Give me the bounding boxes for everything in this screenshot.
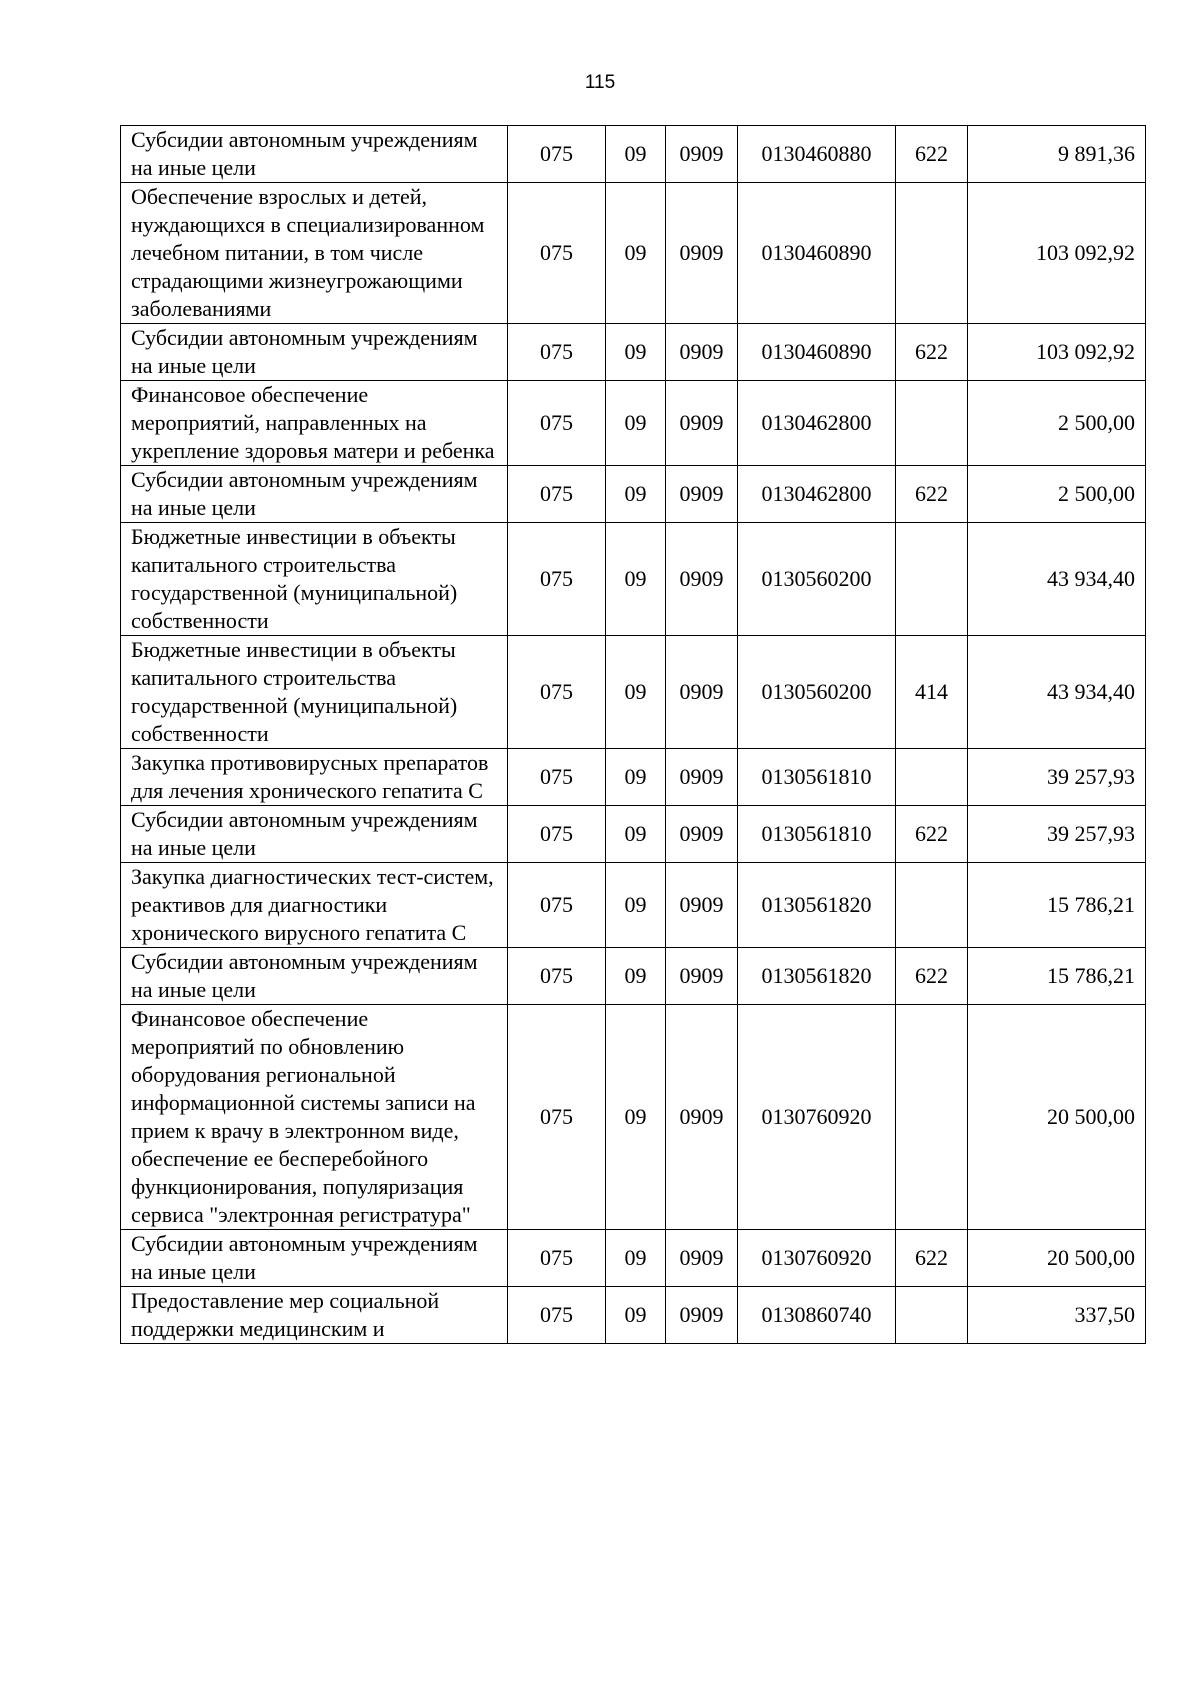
grbs-code-cell: 075 (508, 749, 606, 806)
grbs-code-cell: 075 (508, 126, 606, 183)
table-row (121, 126, 1146, 183)
section-code-cell: 09 (606, 324, 666, 381)
table-body (121, 126, 1146, 1344)
amount-cell: 103 092,92 (968, 183, 1146, 324)
table-row (121, 466, 1146, 523)
subsection-code-cell: 0909 (666, 1230, 738, 1287)
expense-type-code-cell (896, 863, 968, 948)
budget-table (120, 125, 1146, 1344)
amount-cell: 15 786,21 (968, 948, 1146, 1005)
table-row (121, 749, 1146, 806)
table-row (121, 381, 1146, 466)
target-article-code-cell: 0130561820 (738, 863, 896, 948)
amount-cell: 43 934,40 (968, 523, 1146, 636)
expense-name-cell: Субсидии автономным учреждениям на иные цели (121, 948, 508, 1005)
subsection-code-cell: 0909 (666, 466, 738, 523)
target-article-code-cell: 0130760920 (738, 1005, 896, 1230)
section-code-cell: 09 (606, 466, 666, 523)
expense-type-code-cell: 622 (896, 948, 968, 1005)
grbs-code-cell: 075 (508, 806, 606, 863)
amount-cell: 39 257,93 (968, 749, 1146, 806)
subsection-code-cell: 0909 (666, 1005, 738, 1230)
grbs-code-cell: 075 (508, 1287, 606, 1344)
section-code-cell: 09 (606, 126, 666, 183)
target-article-code-cell: 0130462800 (738, 381, 896, 466)
grbs-code-cell: 075 (508, 183, 606, 324)
expense-type-code-cell (896, 1287, 968, 1344)
expense-name-cell: Бюджетные инвестиции в объекты капитального строительства государственной (муниципальной) собственности (121, 636, 508, 749)
amount-cell: 2 500,00 (968, 466, 1146, 523)
section-code-cell: 09 (606, 749, 666, 806)
table-row (121, 324, 1146, 381)
table-row (121, 1230, 1146, 1287)
target-article-code-cell: 0130560200 (738, 636, 896, 749)
expense-name-cell: Субсидии автономным учреждениям на иные цели (121, 806, 508, 863)
section-code-cell: 09 (606, 863, 666, 948)
section-code-cell: 09 (606, 523, 666, 636)
subsection-code-cell: 0909 (666, 126, 738, 183)
expense-name-cell: Закупка диагностических тест-систем, реактивов для диагностики хронического вирусного гепатита С (121, 863, 508, 948)
amount-cell: 39 257,93 (968, 806, 1146, 863)
section-code-cell: 09 (606, 806, 666, 863)
grbs-code-cell: 075 (508, 381, 606, 466)
section-code-cell: 09 (606, 1005, 666, 1230)
grbs-code-cell: 075 (508, 948, 606, 1005)
amount-cell: 9 891,36 (968, 126, 1146, 183)
subsection-code-cell: 0909 (666, 863, 738, 948)
subsection-code-cell: 0909 (666, 636, 738, 749)
grbs-code-cell: 075 (508, 324, 606, 381)
expense-type-code-cell: 622 (896, 466, 968, 523)
grbs-code-cell: 075 (508, 466, 606, 523)
grbs-code-cell: 075 (508, 636, 606, 749)
expense-name-cell: Финансовое обеспечение мероприятий, направленных на укрепление здоровья матери и ребенка (121, 381, 508, 466)
target-article-code-cell: 0130560200 (738, 523, 896, 636)
section-code-cell: 09 (606, 1230, 666, 1287)
target-article-code-cell: 0130860740 (738, 1287, 896, 1344)
table-row (121, 806, 1146, 863)
expense-name-cell: Финансовое обеспечение мероприятий по обновлению оборудования региональной информационной системы записи на прием к врачу в электронном виде, обеспечение ее бесперебойного функционирования, популяризация сервиса "электронная регистратура" (121, 1005, 508, 1230)
expense-type-code-cell: 622 (896, 126, 968, 183)
expense-name-cell: Субсидии автономным учреждениям на иные цели (121, 126, 508, 183)
expense-name-cell: Обеспечение взрослых и детей, нуждающихся в специализированном лечебном питании, в том числе страдающими жизнеугрожающими заболеваниями (121, 183, 508, 324)
amount-cell: 103 092,92 (968, 324, 1146, 381)
subsection-code-cell: 0909 (666, 324, 738, 381)
expense-name-cell: Субсидии автономным учреждениям на иные цели (121, 324, 508, 381)
grbs-code-cell: 075 (508, 523, 606, 636)
grbs-code-cell: 075 (508, 863, 606, 948)
table-row (121, 1287, 1146, 1344)
expense-type-code-cell: 414 (896, 636, 968, 749)
target-article-code-cell: 0130561810 (738, 806, 896, 863)
table-row (121, 863, 1146, 948)
subsection-code-cell: 0909 (666, 948, 738, 1005)
amount-cell: 20 500,00 (968, 1230, 1146, 1287)
section-code-cell: 09 (606, 948, 666, 1005)
expense-type-code-cell (896, 523, 968, 636)
target-article-code-cell: 0130460880 (738, 126, 896, 183)
section-code-cell: 09 (606, 636, 666, 749)
expense-name-cell: Субсидии автономным учреждениям на иные цели (121, 1230, 508, 1287)
section-code-cell: 09 (606, 183, 666, 324)
table-row (121, 948, 1146, 1005)
table-row (121, 523, 1146, 636)
page-number: 115 (584, 72, 616, 93)
subsection-code-cell: 0909 (666, 523, 738, 636)
grbs-code-cell: 075 (508, 1230, 606, 1287)
target-article-code-cell: 0130561820 (738, 948, 896, 1005)
grbs-code-cell: 075 (508, 1005, 606, 1230)
subsection-code-cell: 0909 (666, 1287, 738, 1344)
table-row (121, 636, 1146, 749)
expense-type-code-cell (896, 183, 968, 324)
amount-cell: 337,50 (968, 1287, 1146, 1344)
subsection-code-cell: 0909 (666, 806, 738, 863)
expense-type-code-cell: 622 (896, 324, 968, 381)
amount-cell: 43 934,40 (968, 636, 1146, 749)
expense-type-code-cell: 622 (896, 1230, 968, 1287)
expense-type-code-cell (896, 1005, 968, 1230)
amount-cell: 15 786,21 (968, 863, 1146, 948)
target-article-code-cell: 0130460890 (738, 324, 896, 381)
table-row (121, 1005, 1146, 1230)
target-article-code-cell: 0130561810 (738, 749, 896, 806)
target-article-code-cell: 0130460890 (738, 183, 896, 324)
expense-name-cell: Закупка противовирусных препаратов для лечения хронического гепатита С (121, 749, 508, 806)
subsection-code-cell: 0909 (666, 749, 738, 806)
expense-name-cell: Предоставление мер социальной поддержки медицинским и (121, 1287, 508, 1344)
target-article-code-cell: 0130462800 (738, 466, 896, 523)
table-row (121, 183, 1146, 324)
section-code-cell: 09 (606, 1287, 666, 1344)
expense-name-cell: Субсидии автономным учреждениям на иные цели (121, 466, 508, 523)
expense-type-code-cell (896, 749, 968, 806)
amount-cell: 2 500,00 (968, 381, 1146, 466)
subsection-code-cell: 0909 (666, 381, 738, 466)
expense-type-code-cell: 622 (896, 806, 968, 863)
target-article-code-cell: 0130760920 (738, 1230, 896, 1287)
expense-name-cell: Бюджетные инвестиции в объекты капитального строительства государственной (муниципальной) собственности (121, 523, 508, 636)
expense-type-code-cell (896, 381, 968, 466)
section-code-cell: 09 (606, 381, 666, 466)
amount-cell: 20 500,00 (968, 1005, 1146, 1230)
subsection-code-cell: 0909 (666, 183, 738, 324)
